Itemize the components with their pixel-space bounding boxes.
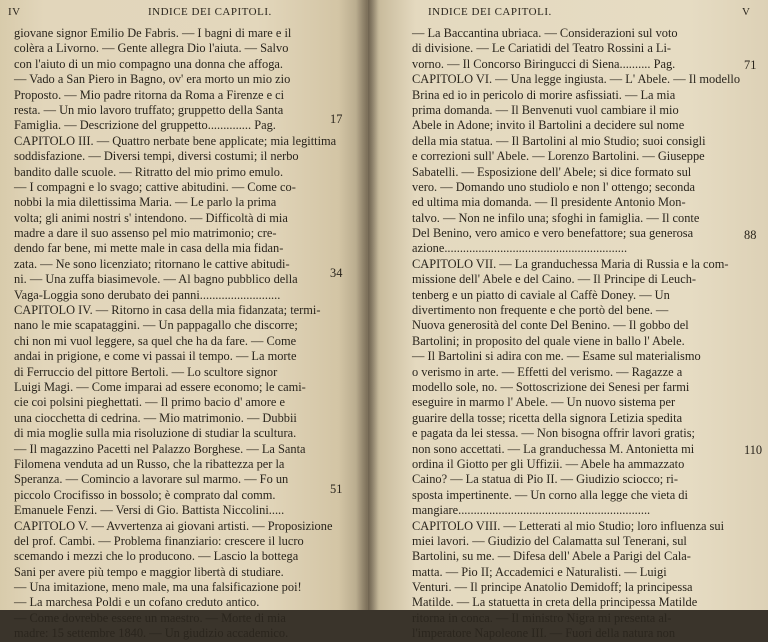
- index-line: resta. — Un mio lavoro truffato; gruppetto della Santa: [14, 102, 284, 117]
- index-line: CAPITOLO III. — Quattro nerbate bene applicate; mia legittima: [14, 133, 337, 148]
- index-line: bandito dalle scuole. — Ritratto del mio primo emulo.: [14, 164, 284, 179]
- index-line: Emanuele Fenzi. — Versi di Gio. Battista Niccolini.....: [14, 503, 285, 518]
- index-line: Famiglia. — Descrizione del gruppetto.............. Pag.: [14, 118, 276, 133]
- page-number-ref: 110: [744, 443, 763, 457]
- index-line: Sani per avere più tempo e maggior libertà di studiare.: [14, 564, 284, 579]
- index-line: volta; gli animi nostri s' intendono. — Difficoltà di mia: [14, 210, 288, 225]
- page-folio: V: [742, 6, 751, 18]
- index-line: Abele in Adone; invito il Bartolini a decidere sul nome: [412, 118, 685, 133]
- index-line: talvo. — Non ne infilo una; sfoghi in famiglia. — Il conte: [412, 210, 700, 225]
- running-head: INDICE DEI CAPITOLI.: [428, 6, 552, 18]
- index-line: Filomena venduta ad un Russo, che la ribattezza per la: [14, 456, 285, 471]
- page-number-ref: 88: [744, 228, 757, 242]
- index-line: sposta impertinente. — Un corno alla legge che vieta di: [412, 487, 688, 502]
- index-line: andai in prigione, e come vi passai il tempo. — La morte: [14, 349, 297, 364]
- index-line: — I compagni e lo svago; cattive abitudini. — Come co-: [14, 179, 296, 194]
- index-line: di mia moglie sulla mia risoluzione di studiar la scultura.: [14, 426, 297, 441]
- index-line: chi non mi vuol leggere, sa quel che ha da fare. — Come: [14, 333, 297, 348]
- index-line: Vaga-Loggia sono derubato dei panni..........................: [14, 287, 281, 302]
- index-line: non sono accettati. — La granduchessa M. Antonietta mi: [412, 441, 695, 456]
- index-line: divertimento non frequente e che portò del bene. —: [412, 303, 669, 318]
- index-line: azione...........................................................: [412, 241, 628, 256]
- index-line: — Come dovrebbe essere un maestro. — Morte di mia: [14, 610, 286, 625]
- index-line: modello sole, no. — Sottoscrizione dei Senesi per farmi: [412, 379, 690, 394]
- index-line: con l'aiuto di un mio compagno una donna che affoga.: [14, 56, 284, 71]
- page-number-ref: 34: [330, 266, 343, 280]
- index-line: — Vado a San Piero in Bagno, ov' era morto un mio zio: [14, 72, 291, 87]
- index-line: scemando i mezzi che lo producono. — Lascio la bottega: [14, 549, 299, 564]
- index-line: nano le mie scapataggini. — Un pappagallo che discorre;: [14, 318, 298, 333]
- index-line: Del Benino, vero amico e vero benefattore; sua generosa: [412, 226, 694, 241]
- index-line: madre a dare il suo assenso pel mio matrimonio; cre-: [14, 226, 277, 241]
- index-line: o verismo in arte. — Effetti del verismo. — Ragazze a: [412, 364, 683, 379]
- index-line: zata. — Ne sono licenziato; ritornano le cattive abitudi-: [14, 256, 290, 271]
- index-line: cie coi polsini pieghettati. — Il primo bacio d' amore e: [14, 395, 285, 410]
- index-line: ni. — Una zuffa biasimevole. — Al bagno pubblico della: [14, 272, 298, 287]
- index-line: Venturi. — Il principe Anatolio Demidoff; la principessa: [412, 580, 693, 595]
- index-line: soddisfazione. — Diversi tempi, diversi costumi; il nerbo: [14, 149, 299, 164]
- index-line: — La marchesa Poldi e un cofano creduto antico.: [14, 595, 260, 610]
- index-line: Nuova generosità del conte Del Benino. — Il gobbo del: [412, 318, 689, 333]
- index-line: del prof. Cambi. — Problema finanziario: crescere il lucro: [14, 533, 304, 548]
- index-line: nobbi la mia dilettissima Maria. — Le parlo la prima: [14, 195, 277, 210]
- index-line: ritorna in conca. — Il ministro Nigra mi presenta al-: [412, 610, 672, 625]
- running-head: INDICE DEI CAPITOLI.: [148, 6, 272, 18]
- index-line: dendo far bene, mi mette male in casa della mia fidan-: [14, 241, 284, 256]
- index-line: l'imperatore Napoleone III. — Fuori della natura non: [412, 626, 676, 641]
- page-number-ref: 71: [744, 58, 757, 72]
- index-line: — Il Bartolini si adira con me. — Esame sul materialismo: [412, 349, 701, 364]
- index-line: e correzioni sull' Abele. — Lorenzo Bartolini. — Giuseppe: [412, 149, 705, 164]
- index-line: vero. — Domando uno studiolo e non l' ottengo; seconda: [412, 179, 696, 194]
- index-line: vorno. — Il Concorso Biringucci di Siena.......... Pag.: [412, 56, 676, 71]
- index-line: della mia statua. — Il Bartolini al mio Studio; suoi consigli: [412, 133, 706, 148]
- index-line: missione dell' Abele e del Caino. — Il Principe di Leuch-: [412, 272, 697, 287]
- book-gutter: [356, 0, 378, 610]
- index-line: Brina ed io in pericolo di morire asfissiati. — La mia: [412, 87, 676, 102]
- page-number-ref: 51: [330, 482, 343, 496]
- index-line: — La Baccantina ubriaca. — Considerazioni sul voto: [412, 26, 678, 40]
- index-line: madre: 15 settembre 1840. — Un giudizio accademico.: [14, 626, 289, 641]
- index-line: ed ultima mia domanda. — Il presidente Antonio Mon-: [412, 195, 686, 210]
- index-line: Caino? — La statua di Pio II. — Giudizio sciocco; ri-: [412, 472, 678, 487]
- index-line: Sabatelli. — Esposizione dell' Abele; si dice formato sul: [412, 164, 692, 179]
- index-line: una ciocchetta di cedrina. — Mio matrimonio. — Dubbii: [14, 410, 297, 425]
- index-text-column: [412, 26, 741, 642]
- page-number-ref: 17: [330, 112, 343, 126]
- index-line: prima domanda. — Il Benvenuti vuol cambiare il mio: [412, 102, 679, 117]
- index-line: Speranza. — Comincio a lavorare sul marmo. — Fo un: [14, 472, 289, 487]
- index-line: Luigi Magi. — Come imparai ad essere economo; le cami-: [14, 379, 306, 394]
- index-line: — Il magazzino Pacetti nel Palazzo Borghese. — La Santa: [14, 441, 306, 456]
- index-line: CAPITOLO V. — Avvertenza ai giovani artisti. — Proposizione: [14, 518, 333, 533]
- index-line: tenberg e un piatto di caviale al Caffè Doney. — Un: [412, 287, 670, 302]
- right-page: [368, 0, 768, 641]
- index-line: colèra a Livorno. — Gente allegra Dio l'aiuta. — Salvo: [14, 41, 289, 56]
- index-line: ordina il Giotto per gli Uffizii. — Abele ha ammazzato: [412, 456, 685, 471]
- index-line: mangiare..............................................................: [412, 503, 651, 518]
- index-line: CAPITOLO VIII. — Letterati al mio Studio; loro influenza sui: [412, 518, 725, 533]
- index-line: eseguire in marmo l' Abele. — Un nuovo sistema per: [412, 395, 676, 410]
- index-line: Proposto. — Mio padre ritorna da Roma a Firenze e ci: [14, 87, 285, 102]
- index-line: CAPITOLO VII. — La granduchessa Maria di Russia e la com-: [412, 256, 729, 271]
- index-line: Matilde. — La statuetta in creta della principessa Matilde: [412, 595, 698, 610]
- index-line: — Una imitazione, meno male, ma una falsificazione poi!: [14, 580, 302, 595]
- index-line: Bartolini, su me. — Difesa dell' Abele a Parigi del Cala-: [412, 549, 691, 564]
- index-line: matta. — Pio II; Accademici e Naturalisti. — Luigi: [412, 564, 667, 579]
- index-line: di divisione. — Le Cariatidi del Teatro Rossini a Li-: [412, 41, 672, 56]
- index-line: CAPITOLO VI. — Una legge ingiusta. — L' Abele. — Il modello: [412, 72, 741, 87]
- index-line: miei lavori. — Giudizio del Calamatta sul Tenerani, sul: [412, 533, 687, 548]
- index-line: piccolo Crocifisso in bossolo; è comprato dal comm.: [14, 487, 276, 502]
- left-page: [0, 0, 368, 641]
- index-text-column: [14, 26, 343, 642]
- page-folio: IV: [8, 6, 21, 18]
- index-line: e pagata da lei stessa. — Non bisogna offrir lavori gratis;: [412, 426, 695, 441]
- index-line: Bartolini; in proposito del quale viene in ballo l' Abele.: [412, 333, 685, 348]
- index-line: guarire della tosse; ricetta della signora Letizia spedita: [412, 410, 683, 425]
- index-line: di Ferruccio del pittore Bertoli. — Lo scultore signor: [14, 364, 278, 379]
- index-line: giovane signor Emilio De Fabris. — I bagni di mare e il: [14, 26, 292, 40]
- index-line: CAPITOLO IV. — Ritorno in casa della mia fidanzata; termi-: [14, 303, 321, 318]
